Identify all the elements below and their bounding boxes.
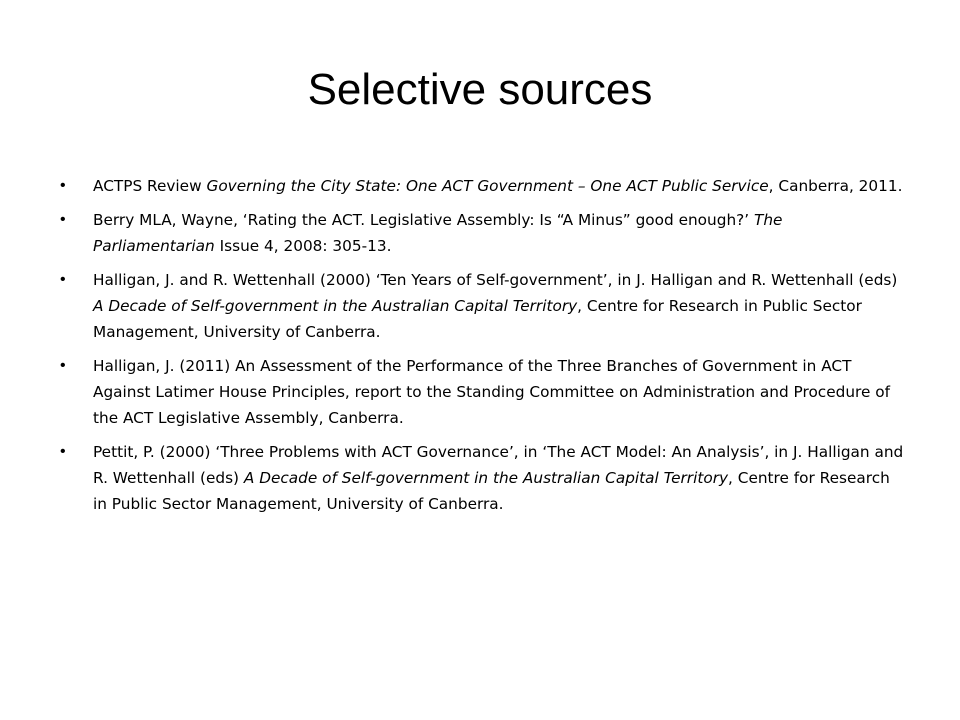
reference-text: Pettit, P. (2000) ‘Three Problems with ACT Governance’, in ‘The ACT Model: An Analysis’, in J. Halligan and R. Wettenhall (eds) [93, 443, 904, 487]
reference-text: Berry MLA, Wayne, ‘Rating the ACT. Legislative Assembly: Is “A Minus” good enough?’ [93, 211, 754, 229]
reference-text: Halligan, J. and R. Wettenhall (2000) ‘Ten Years of Self-government’, in J. Halligan and R. Wettenhall (eds) [93, 271, 898, 289]
reference-item [60, 207, 905, 259]
reference-item [60, 439, 905, 517]
reference-title-italic: The Parliamentarian [93, 211, 783, 255]
reference-text: , Centre for Research in Public Sector Management, University of Canberra. [93, 469, 890, 513]
bullet-icon: • [60, 443, 66, 460]
bullet-icon: • [60, 177, 66, 194]
reference-title-italic: A Decade of Self-government in the Australian Capital Territory [243, 469, 729, 487]
bullet-icon: • [60, 357, 66, 374]
slide-title: Selective sources [307, 65, 653, 114]
reference-text: Issue 4, 2008: 305-13. [214, 237, 392, 255]
reference-text: Halligan, J. (2011) An Assessment of the Performance of the Three Branches of Government in ACT Against Latimer House Principles, report to the Standing Committee on Administration and Procedure of the ACT Legislative Assembly, Canberra. [93, 357, 891, 427]
bullet-icon: • [60, 211, 66, 228]
reference-title-italic: Governing the City State: One ACT Government – One ACT Public Service [206, 177, 769, 195]
reference-text: , Canberra, 2011. [768, 177, 903, 195]
reference-item [60, 267, 905, 345]
bullet-icon: • [60, 271, 66, 288]
reference-text: , Centre for Research in Public Sector Management, University of Canberra. [93, 297, 862, 341]
reference-list [60, 173, 905, 525]
reference-item [60, 353, 905, 431]
reference-text: ACTPS Review [93, 177, 207, 195]
reference-item [60, 173, 905, 199]
reference-title-italic: A Decade of Self-government in the Australian Capital Territory [93, 297, 578, 315]
